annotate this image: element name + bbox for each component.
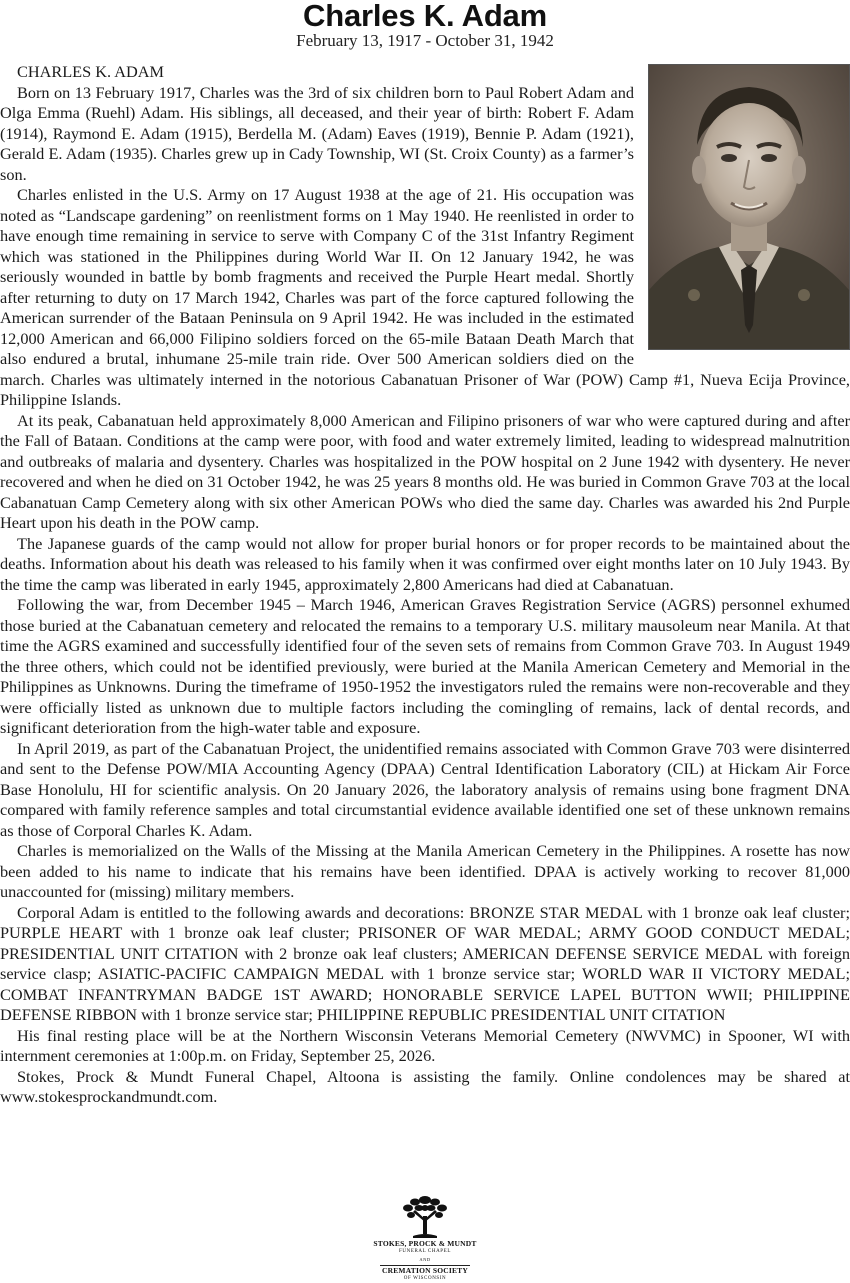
paragraph-memorial: Charles is memorialized on the Walls of the Missing at the Manila American Cemetery in the Philippines. A rosette has now been added to his name to indicate that his remains have been identified. DPAA is actively working to recover 81,000 unaccounted for (missing) military members. xyxy=(0,841,850,901)
portrait-photo-icon xyxy=(649,65,849,349)
paragraph-identification: In April 2019, as part of the Cabanatuan Project, the unidentified remains associated with Common Grave 703 were disinterred and sent to the Defense POW/MIA Accounting Agency (DPAA) Central Identification Laboratory (CIL) at Hickam Air Force Base Honolulu, HI for scientific analysis. On 20 January 2026, the laboratory analysis of remains using bone fragment DNA compared with family reference samples and total circumstantial evidence available identified one set of these unknown remains as those of Corporal Charles K. Adam. xyxy=(0,738,850,840)
paragraph-funeral-home: Stokes, Prock & Mundt Funeral Chapel, Altoona is assisting the family. Online condolences may be shared at www.stokesprockandmundt.com. xyxy=(0,1066,850,1106)
life-dates: February 13, 1917 - October 31, 1942 xyxy=(296,31,554,50)
paragraph-birth: Born on 13 February 1917, Charles was the 3rd of six children born to Paul Robert Adam and Olga Emma (Ruehl) Adam. His siblings, all deceased, and their year of birth: Robert F. Adam (1914), Raymond E. Adam (1915), Berdella M. (Adam) Eaves (1919), Bennie P. Adam (1921), Gerald E. Adam (1935). Charles grew up in Cady Township, WI (St. Croix County) as a farmer’s son. xyxy=(0,82,634,184)
logo-line-4: CREMATION SOCIETY xyxy=(382,1266,468,1275)
paragraph-awards: Corporal Adam is entitled to the following awards and decorations: BRONZE STAR MEDAL with 1 bronze oak leaf cluster; PURPLE HEART with 1 bronze oak leaf cluster; PRISONER OF WAR MEDAL; ARMY GOOD CONDUCT MEDAL; PRESIDENTIAL UNIT CITATION with 2 bronze oak leaf clusters; AMERICAN DEFENSE SERVICE MEDAL with foreign service clasp; ASIATIC-PACIFIC CAMPAIGN MEDAL with 1 bronze service star; WORLD WAR II VICTORY MEDAL; COMBAT INFANTRYMAN BADGE 1ST AWARD; HONORABLE SERVICE LAPEL BUTTON WWII; PHILIPPINE DEFENSE RIBBON with 1 bronze service star; PHILIPPINE REPUBLIC PRESIDENTIAL UNIT CITATION xyxy=(0,902,850,1024)
logo-line-3: AND xyxy=(419,1257,431,1262)
paragraph-name: CHARLES K. ADAM xyxy=(17,62,164,81)
paragraph-after-war: Following the war, from December 1945 – March 1946, American Graves Registration Service (AGRS) personnel exhumed those buried at the Cabanatuan cemetery and relocated the remains to a temporary U.S. military mausoleum near Manila. At that time the AGRS examined and successfully identified four of the seven sets of remains from Common Grave 703. In August 1949 the three others, which could not be identified previously, were buried at the Manila American Cemetery and Memorial in the Philippines as Unknowns. During the timeframe of 1950-1952 the investigators ruled the remains were non-recoverable and they were officially listed as unknown due to multiple factors including the comingling of remains, lack of dental records, and significant deterioration from the high-water table and exposure. xyxy=(0,595,850,737)
funeral-home-logo xyxy=(355,1192,495,1281)
paragraph-cabanatuan: At its peak, Cabanatuan held approximately 8,000 American and Filipino prisoners of war who were captured during and after the Fall of Bataan. Conditions at the camp were poor, with food and water extremely limited, leading to widespread malnutrition and outbreaks of malaria and dysentery. Charles was hospitalized in the POW hospital on 2 June 1942 with dysentery. He never recovered and when he died on 31 October 1942, he was 25 years 8 months old. He was buried in Common Grave 703 at the local Cabanatuan Camp Cemetery along with six other American POWs who died the same day. Charles was awarded his 2nd Purple Heart upon his death in the POW camp. xyxy=(0,410,850,532)
header xyxy=(0,0,850,50)
page-title: Charles K. Adam xyxy=(303,0,547,33)
paragraph-resting-place: His final resting place will be at the Northern Wisconsin Veterans Memorial Cemetery (NWVMC) in Spooner, WI with internment ceremonies at 1:00p.m. on Friday, September 25, 2026. xyxy=(0,1025,850,1065)
logo-line-5: OF WISCONSIN xyxy=(403,1276,447,1281)
paragraph-burial-records: The Japanese guards of the camp would not allow for proper burial honors or for proper records to be maintained about the deaths. Information about his death was released to his family when it was confirmed over eight months later on 10 July 1943. By the time the camp was liberated in early 1945, approximately 2,800 Americans had died at Cabanatuan. xyxy=(0,533,850,594)
logo-line-2: FUNERAL CHAPEL xyxy=(399,1249,451,1254)
paragraph-service: Charles enlisted in the U.S. Army on 17 August 1938 at the age of 21. His occupation was noted as “Landscape gardening” on reenlistment forms on 1 May 1940. He reenlisted in order to have enough time remaining in service to serve with Company C of the 31st Infantry Regiment which was stationed in the Philippines during World War II. On 12 January 1942, he was seriously wounded in battle by bomb fragments and received the Purple Heart medal. Shortly after returning to duty on 17 March 1942, Charles was part of the force captured following the American surrender of the Bataan Peninsula on 9 April 1942. He was included in the estimated 12,000 American and 66,000 Filipino soldiers forced on the 65-mile Bataan Death March that also endured a brutal, inhumane 25-mile train ride. Over 500 American soldiers died on the march. Charles was ultimately interned in the notorious Cabanatuan Prisoner of War (POW) Camp #1, Nueva Ecija Province, Philippine Islands. xyxy=(0,185,850,409)
logo-line-1: STOKES, PROCK & MUNDT xyxy=(373,1239,477,1248)
portrait-photo xyxy=(648,64,850,350)
tree-icon xyxy=(399,1192,451,1238)
obituary-body xyxy=(0,62,850,1108)
